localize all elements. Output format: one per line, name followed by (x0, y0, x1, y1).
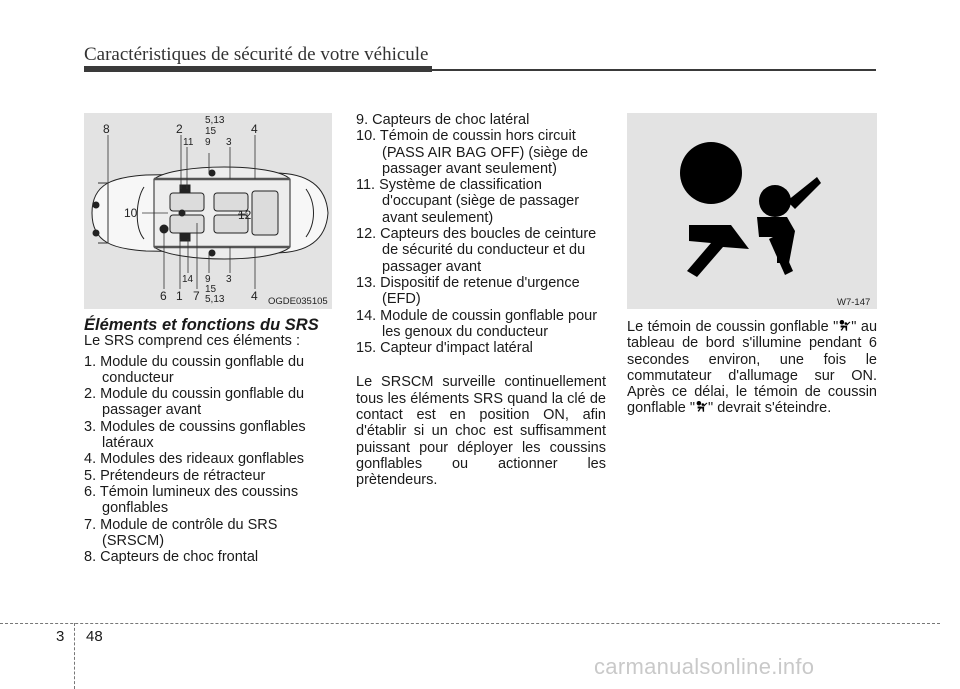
callout-2: 2 (176, 122, 183, 136)
airbag-symbol-icon (838, 319, 851, 332)
callout-6: 6 (160, 289, 167, 303)
callout-11: 11 (183, 137, 194, 148)
page-number: 48 (86, 628, 103, 645)
column-1 (84, 317, 332, 565)
list-item: 10. Témoin de coussin hors circuit (PASS AIR BAG OFF) (siège de passager avant seulement) (356, 128, 589, 177)
callout-14: 14 (182, 274, 194, 285)
list-item: 13. Dispositif de retenue d'urgence (EFD) (356, 274, 580, 308)
callout-5-13-top: 5,13 (205, 115, 225, 126)
footer-vertical-divider (74, 623, 75, 689)
para-text-2: " au tableau de bord s'illumine pendant 6 secondes environ, une fois le commutateur d'allumage sur ON. Après ce délai, le témoin de coussin gonflable " (627, 319, 878, 417)
column-3 (627, 319, 877, 417)
callout-4-bottom: 4 (251, 289, 258, 303)
figure-code: OGDE035105 (268, 296, 328, 307)
list-item: 15. Capteur d'impact latéral (356, 340, 533, 357)
srs-component-diagram (84, 113, 332, 309)
header-rule-thin (432, 69, 876, 71)
list-item: 2. Module du coussin gonflable du passager avant (84, 386, 305, 419)
watermark: carmanualsonline.info (594, 654, 815, 679)
list-item: 6. Témoin lumineux des coussins gonflables (84, 483, 299, 517)
callout-3-bottom: 3 (226, 274, 232, 285)
callout-15-bottom: 15 (205, 284, 217, 295)
list-item: 4. Modules des rideaux gonflables (84, 451, 305, 468)
callout-5-13-bottom: 5,13 (205, 294, 225, 305)
section-number: 3 (56, 628, 65, 645)
callout-10: 10 (124, 206, 138, 220)
airbag-warning-paragraph (627, 319, 877, 417)
callout-8: 8 (103, 122, 110, 136)
callout-12: 12 (238, 208, 252, 222)
callout-9-bottom: 9 (205, 274, 211, 285)
para-text-3: " devrait s'éteindre. (708, 400, 832, 417)
list-item: 3. Modules de coussins gonflables latéraux (84, 418, 306, 452)
srscm-paragraph: Le SRSCM surveille continuellement tous les éléments SRS quand la clé de contact est en position ON, afin d'établir si un choc est suffisamment puissant pour déployer les coussins gonflables ou actionner les prètendeurs. (356, 374, 606, 489)
section-intro: Le SRS comprend ces éléments : (84, 333, 300, 350)
list-item: 14. Module de coussin gonflable pour les genoux du conducteur (356, 307, 598, 340)
callout-9-top: 9 (205, 137, 211, 148)
callout-7: 7 (193, 289, 200, 303)
list-item: 12. Capteurs des boucles de ceinture de sécurité du conducteur et du passager avant (356, 226, 597, 275)
figure-code-2: W7-147 (837, 297, 871, 308)
callout-1: 1 (176, 289, 183, 303)
para-text-1: Le témoin de coussin gonflable " (627, 319, 839, 335)
column-2 (356, 112, 606, 489)
section-heading: Éléments et fonctions du SRS (84, 316, 319, 334)
callout-3-top: 3 (226, 137, 232, 148)
airbag-symbol-icon (695, 400, 708, 413)
list-item: 11. Système de classification d'occupant (siège de passager avant seulement) (356, 177, 580, 226)
footer-divider (0, 623, 940, 624)
page-header-title: Caractéristiques de sécurité de votre véhicule (84, 44, 429, 65)
header-rule-thick (84, 66, 432, 72)
callout-4-top: 4 (251, 122, 258, 136)
list-item: 7. Module de contrôle du SRS (SRSCM) (84, 516, 278, 549)
callout-15-top: 15 (205, 126, 217, 137)
list-item: 9. Capteurs de choc latéral (356, 112, 530, 128)
list-item: 8. Capteurs de choc frontal (84, 549, 259, 566)
list-item: 1. Module du coussin gonflable du conducteur (84, 353, 305, 386)
airbag-warning-figure (627, 113, 877, 309)
list-item: 5. Prétendeurs de rétracteur (84, 467, 266, 484)
airbag-warning-icon (627, 113, 877, 309)
